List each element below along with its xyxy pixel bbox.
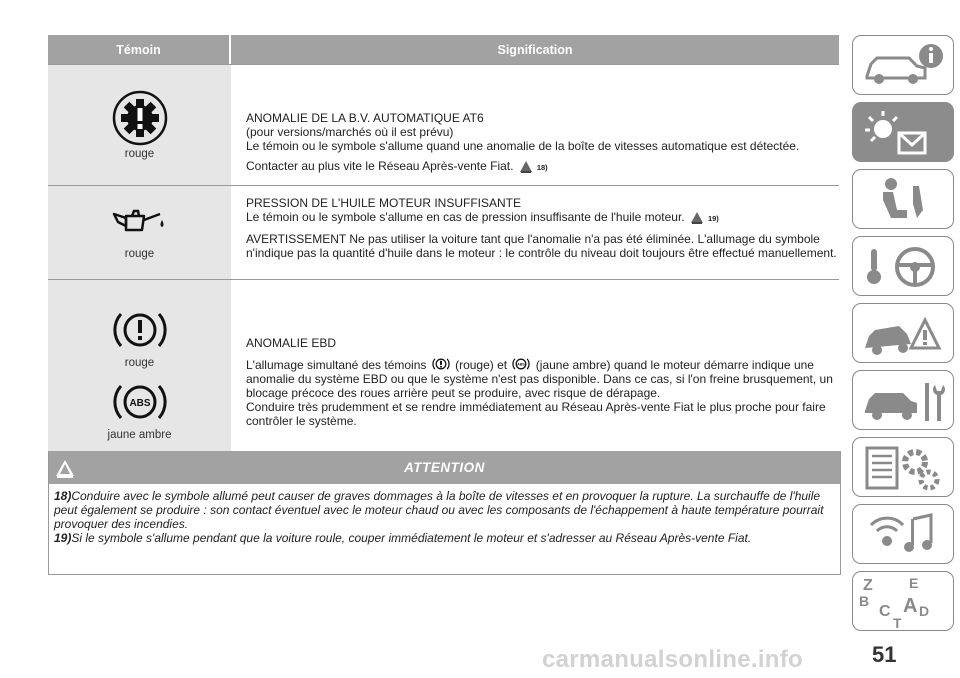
description-cell (231, 65, 839, 185)
warning-lights-icon (853, 103, 955, 163)
color-label: rouge (124, 356, 155, 369)
specs-gears-icon (853, 438, 955, 498)
row-text: Le témoin ou le symbole s'allume quand une anomalie de la boîte de vitesses automatique est détectée. (246, 139, 800, 153)
table-row (48, 279, 839, 465)
brake-warning-icon (112, 305, 168, 355)
svg-text:ABS: ABS (517, 362, 526, 367)
note-reference: 18) (536, 163, 548, 172)
note-number: 19) (54, 531, 72, 545)
attention-title: ATTENTION (404, 460, 485, 475)
svg-text:B: B (859, 593, 870, 609)
svg-text:T: T (893, 615, 902, 631)
page-number: 51 (872, 642, 897, 667)
tab-multimedia[interactable] (852, 504, 954, 564)
crash-warning-icon (853, 304, 955, 364)
tab-maintenance[interactable] (852, 370, 954, 430)
safety-seat-icon (853, 170, 955, 230)
indicator-cell (48, 186, 231, 279)
row-text: Le témoin ou le symbole s'allume en cas de pression insuffisante de l'huile moteur. (246, 210, 685, 224)
svg-text:ABS: ABS (128, 397, 151, 409)
row-text: (rouge) et (455, 358, 508, 372)
multimedia-icon (853, 505, 955, 565)
row-subtitle: (pour versions/marchés où il est prévu) (246, 125, 454, 139)
note-number: 18) (54, 489, 72, 503)
header-signification: Signification (497, 42, 573, 57)
svg-text:E: E (909, 575, 919, 591)
car-tools-icon (853, 371, 955, 431)
tab-warning-lights[interactable] (852, 102, 954, 162)
indicator-cell (48, 65, 231, 185)
row-text: L'allumage simultané des témoins (246, 358, 427, 372)
tab-starting-driving[interactable] (852, 236, 954, 296)
row-text: Contacter au plus vite le Réseau Après-vente Fiat. (246, 159, 514, 173)
tab-car-info[interactable] (852, 35, 954, 95)
note-text: Conduire avec le symbole allumé peut causer de graves dommages à la boîte de vitesses et en provoquer la rupture. La surchauffe de l'huile peut également se produire : son contact éventuel avec le moteur chaud ou avec les composants de l'échappement à haute température pourrait provoquer des incendies. (54, 489, 824, 531)
row-title: PRESSION DE L'HUILE MOTEUR INSUFFISANTE (246, 196, 521, 210)
watermark: carmanualsonline.info (542, 646, 804, 673)
color-label: jaune ambre (107, 428, 172, 441)
attention-hand-icon (519, 160, 533, 173)
attention-hand-icon (690, 211, 704, 224)
row-title: ANOMALIE DE LA B.V. AUTOMATIQUE AT6 (246, 111, 484, 125)
note-item (54, 531, 840, 545)
color-label: rouge (124, 247, 155, 260)
warning-lights-table (48, 35, 839, 466)
attention-header (49, 451, 840, 484)
svg-text:A: A (903, 595, 918, 617)
gear-warning-icon (112, 90, 168, 146)
row-text: Conduire très prudemment et se rendre immédiatement au Réseau Après-vente Fiat le plus proche pour faire contrôler le système. (246, 400, 826, 428)
note-text: Si le symbole s'allume pendant que la voiture roule, couper immédiatement le moteur et s'adresser au Réseau Après-vente Fiat. (71, 531, 752, 545)
car-info-icon (853, 36, 955, 96)
header-temoin: Témoin (48, 35, 231, 64)
indicator-cell (48, 280, 231, 465)
index-letters-icon (853, 572, 955, 632)
table-row (48, 64, 839, 185)
abs-icon (512, 356, 530, 372)
table-row (48, 185, 839, 279)
color-label: rouge (124, 148, 155, 160)
svg-text:Z: Z (863, 577, 873, 594)
row-title: ANOMALIE EBD (246, 336, 337, 350)
tab-index[interactable] (852, 571, 954, 631)
attention-notes (49, 484, 840, 545)
row-text: (jaune ambre) quand le moteur démarre indique une anomalie du système EBD ou que le système n'est pas disponible. Dans ce cas, si l'on freine brusquement, un blocage précoce des roues arrière peut se produire, avec risque de dérapage. (246, 358, 833, 400)
tab-technical-data[interactable] (852, 437, 954, 497)
tab-emergency[interactable] (852, 303, 954, 363)
description-cell (231, 186, 839, 279)
note-reference: 19) (707, 214, 719, 223)
description-cell (231, 280, 839, 465)
svg-text:C: C (879, 603, 891, 620)
abs-icon (112, 377, 168, 427)
attention-box (48, 451, 841, 575)
oil-can-icon (112, 206, 168, 236)
steering-wheel-key-icon (853, 237, 955, 297)
brake-warning-icon (432, 356, 450, 372)
note-item (54, 489, 840, 531)
table-header (48, 35, 839, 64)
warning-text: AVERTISSEMENT Ne pas utiliser la voiture tant que l'anomalie n'a pas été éliminée. L'allumage du symbole n'indique pas la quantité d'huile dans le moteur : le contrôle du niveau doit toujours être effectué manuellement. (246, 232, 837, 260)
tab-safety[interactable] (852, 169, 954, 229)
svg-text:D: D (919, 603, 930, 619)
